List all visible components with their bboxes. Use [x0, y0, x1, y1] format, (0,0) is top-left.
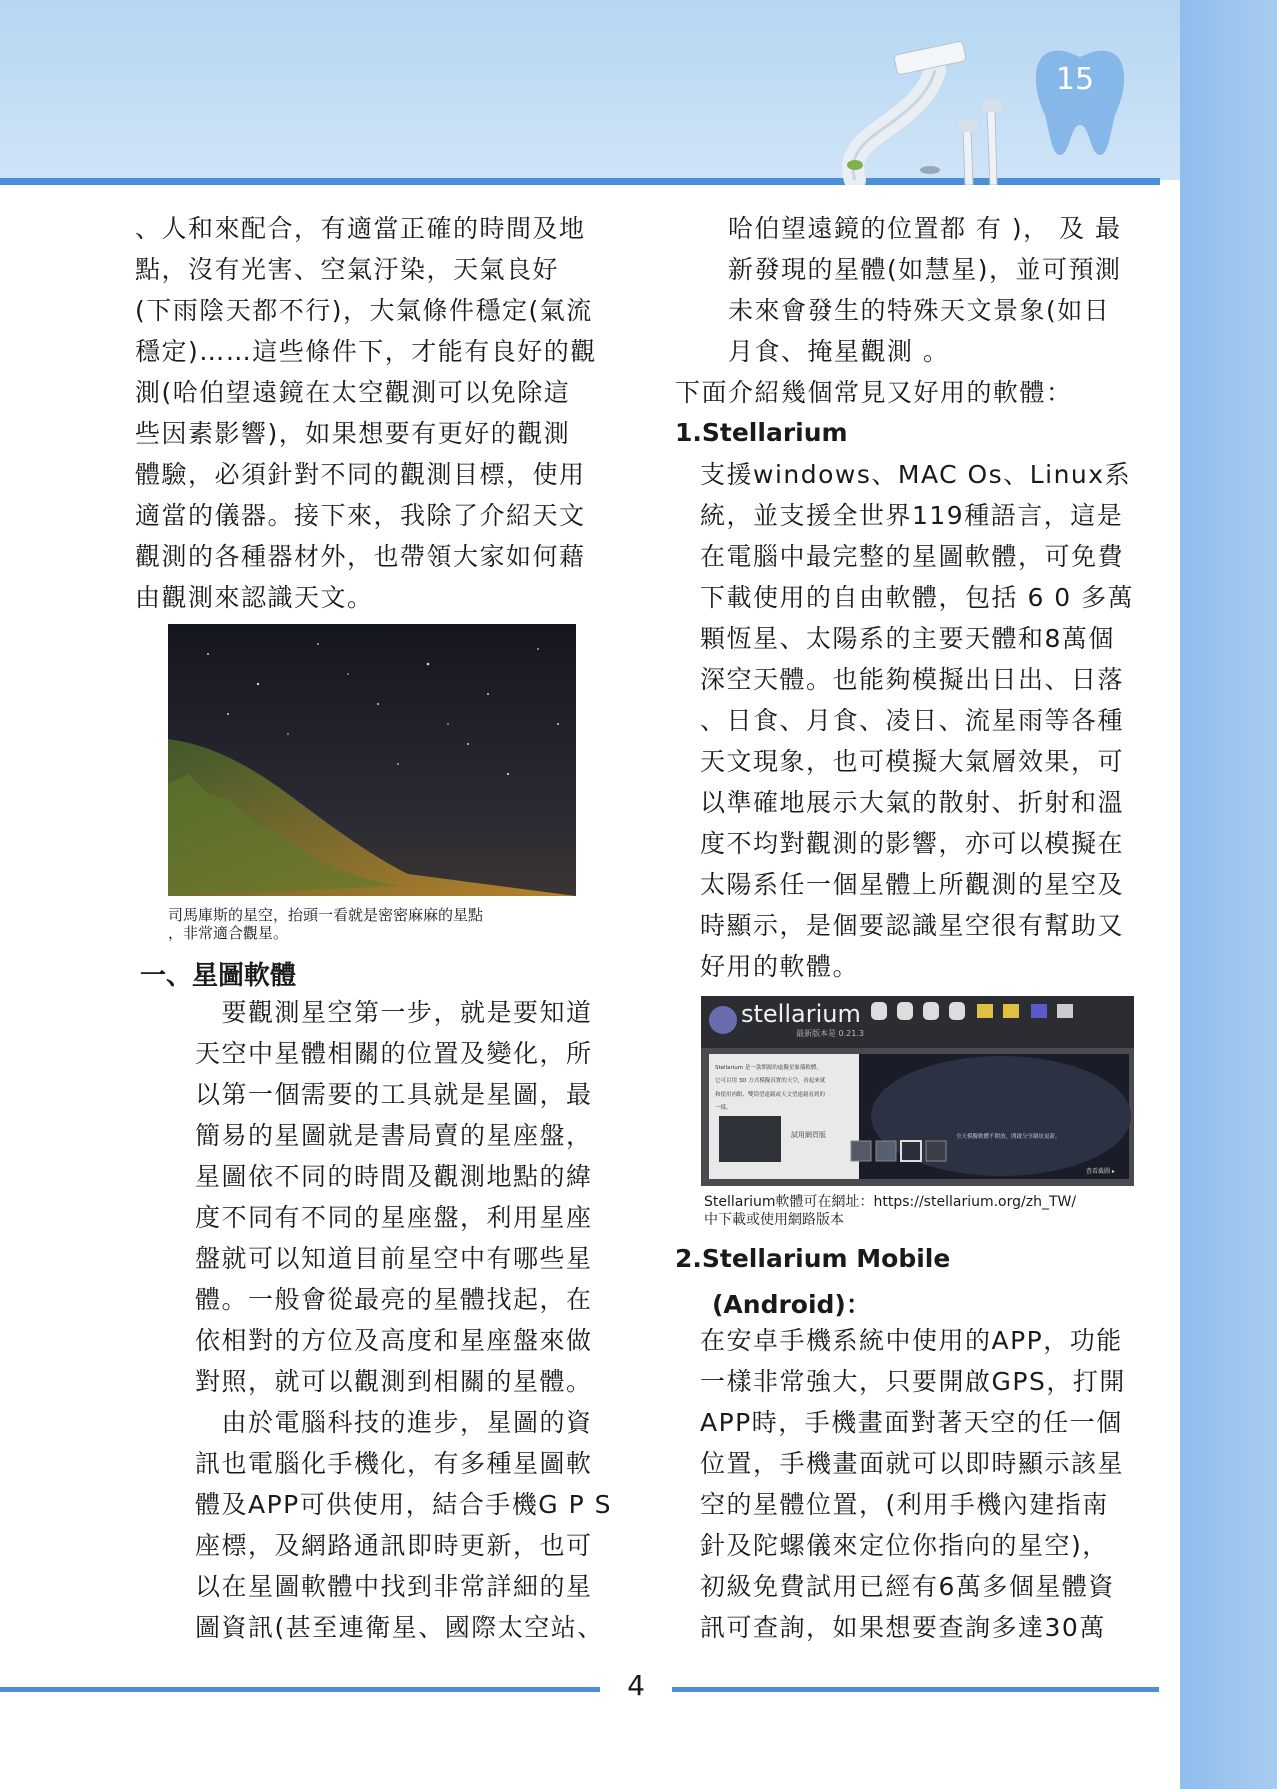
- body-line: 、日食、月食、凌日、流星雨等各種: [700, 706, 1125, 735]
- body-line: 由觀測來認識天文。: [135, 583, 374, 612]
- body-line: 一樣非常強大，只要開啟GPS，打開: [700, 1367, 1126, 1396]
- body-line: 以第一個需要的工具就是星圖，最: [195, 1080, 593, 1109]
- body-line: APP時，手機畫面對著天空的任一個: [700, 1408, 1123, 1437]
- stellarium-screenshot: [701, 996, 1134, 1186]
- item2-body-text: [700, 1320, 1126, 1648]
- caption-line: ，非常適合觀星。: [168, 924, 289, 942]
- screenshot-version: 最新版本是 0.21.3: [796, 1029, 864, 1038]
- body-line: 在電腦中最完整的星圖軟體，可免費: [700, 542, 1125, 571]
- item1-body-text: [700, 454, 1134, 987]
- body-line: 些因素影響)，如果想要有更好的觀測: [135, 419, 571, 448]
- photo-caption: [168, 906, 483, 942]
- footer-rule-right: [672, 1687, 1159, 1692]
- software-intro-line: 下面介紹幾個常見又好用的軟體：: [675, 378, 1073, 407]
- section-heading: 一、星圖軟體: [140, 961, 297, 991]
- body-line: 依相對的方位及高度和星座盤來做: [195, 1326, 593, 1355]
- caption-line: 中下載或使用網路版本: [704, 1212, 844, 1228]
- toothbrush-decoration: [835, 40, 1015, 185]
- body-line: 、人和來配合，有適當正確的時間及地: [135, 214, 586, 243]
- item1-heading: 1.Stellarium: [675, 418, 848, 447]
- body-line: 天文現象，也可模擬大氣層效果，可: [700, 747, 1125, 776]
- body-line: 觀測的各種器材外，也帶領大家如何藉: [135, 542, 586, 571]
- body-line: 統，並支援全世界119種語言，這是: [700, 501, 1124, 530]
- footer-rule-left: [0, 1687, 600, 1692]
- body-line: 體及APP可供使用，結合手機G P S: [195, 1490, 612, 1519]
- body-line: 簡易的星圖就是書局賣的星座盤，: [195, 1121, 593, 1150]
- software-intro: [675, 372, 1073, 413]
- body-line: 座標，及網路通訊即時更新，也可: [195, 1531, 593, 1560]
- body-line: 穩定)……這些條件下，才能有良好的觀: [135, 337, 597, 366]
- body-line: 好用的軟體。: [700, 952, 860, 981]
- body-line: 太陽系任一個星體上所觀測的星空及: [700, 870, 1125, 899]
- body-line: 點，沒有光害、空氣汙染，天氣良好: [135, 255, 560, 284]
- body-line: 訊可查詢，如果想要查詢多達30萬: [700, 1613, 1106, 1642]
- footer-page-number: 4: [627, 1669, 645, 1702]
- screenshot-try-web-button: 試用網頁版: [791, 1131, 826, 1139]
- body-line: 初級免費試用已經有6萬多個星體資: [700, 1572, 1115, 1601]
- screenshot-desc-line: 一樣。: [715, 1105, 732, 1111]
- body-line: 體驗，必須針對不同的觀測目標，使用: [135, 460, 586, 489]
- body-line: 度不同有不同的星座盤，利用星座: [195, 1203, 593, 1232]
- body-line: 適當的儀器。接下來，我除了介紹天文: [135, 501, 586, 530]
- body-line: 測(哈伯望遠鏡在太空觀測可以免除這: [135, 378, 571, 407]
- screenshot-overlay-text: 全天模擬軟體不開放，開啟分享網址更新。: [956, 1134, 1061, 1140]
- left-intro-text: [135, 208, 597, 618]
- body-line: (下雨陰天都不行)，大氣條件穩定(氣流: [135, 296, 593, 325]
- body-line: 盤就可以知道目前星空中有哪些星: [195, 1244, 593, 1273]
- screenshot-more-link: 查看截圖 ▸: [1086, 1168, 1115, 1175]
- screenshot-description: [715, 1058, 855, 1118]
- item2-heading: 2.Stellarium Mobile: [675, 1244, 951, 1273]
- body-line: 體。一般會從最亮的星體找起，在: [195, 1285, 593, 1314]
- screenshot-desc-line: 和使用肉眼、雙筒望遠鏡或天文望遠鏡看到的: [715, 1091, 826, 1098]
- body-line: 對照，就可以觀測到相關的星體。: [195, 1367, 593, 1396]
- body-line: 新發現的星體(如慧星)，並可預測: [728, 255, 1122, 284]
- body-line: 下載使用的自由軟體，包括 6 0 多萬: [700, 583, 1135, 612]
- body-line: 針及陀螺儀來定位你指向的星空)，: [700, 1531, 1109, 1560]
- screenshot-desc-line: 它可以用 3D 方式模擬真實的天空，看起來就: [715, 1078, 826, 1084]
- night-sky-photo: [168, 624, 576, 896]
- caption-line: 司馬庫斯的星空，抬頭一看就是密密麻麻的星點: [168, 906, 484, 924]
- body-line: 支援windows、MAC Os、Linux系: [700, 460, 1132, 489]
- body-line: 在安卓手機系統中使用的APP，功能: [700, 1326, 1123, 1355]
- body-line: 時顯示，是個要認識星空很有幫助又: [700, 911, 1125, 940]
- left-section-text: [195, 992, 612, 1648]
- body-line: 由於電腦科技的進步，星圖的資: [195, 1408, 593, 1437]
- top-page-number: 15: [1055, 62, 1095, 97]
- body-line: 位置，手機畫面就可以即時顯示該星: [700, 1449, 1125, 1478]
- body-line: 天空中星體相關的位置及變化，所: [195, 1039, 593, 1068]
- screenshot-caption: [704, 1193, 1076, 1229]
- screenshot-desc-line: Stellarium 是一款開源的虛擬星象儀軟體，: [715, 1064, 822, 1071]
- body-line: 訊也電腦化手機化，有多種星圖軟: [195, 1449, 593, 1478]
- body-line: 顆恆星、太陽系的主要天體和8萬個: [700, 624, 1115, 653]
- body-line: 以準確地展示大氣的散射、折射和溫: [700, 788, 1125, 817]
- caption-line: Stellarium軟體可在網址：https://stellarium.org/zh_TW/: [704, 1194, 1077, 1210]
- body-line: 星圖依不同的時間及觀測地點的緯: [195, 1162, 593, 1191]
- right-side-band: [1180, 0, 1277, 1789]
- body-line: 未來會發生的特殊天文景象(如日: [728, 296, 1111, 325]
- body-line: 圖資訊(甚至連衛星、國際太空站、: [195, 1613, 604, 1642]
- body-line: 月食、掩星觀測 。: [728, 337, 950, 366]
- item2-heading-platform: (Android)：: [712, 1290, 871, 1319]
- body-line: 空的星體位置，(利用手機內建指南: [700, 1490, 1109, 1519]
- body-line: 要觀測星空第一步，就是要知道: [195, 998, 593, 1027]
- right-continued-text: [728, 208, 1122, 372]
- body-line: 深空天體。也能夠模擬出日出、日落: [700, 665, 1125, 694]
- body-line: 以在星圖軟體中找到非常詳細的星: [195, 1572, 593, 1601]
- screenshot-logo: stellarium: [741, 1000, 861, 1028]
- body-line: 度不均對觀測的影響，亦可以模擬在: [700, 829, 1125, 858]
- body-line: 哈伯望遠鏡的位置都 有 )， 及 最: [728, 214, 1122, 243]
